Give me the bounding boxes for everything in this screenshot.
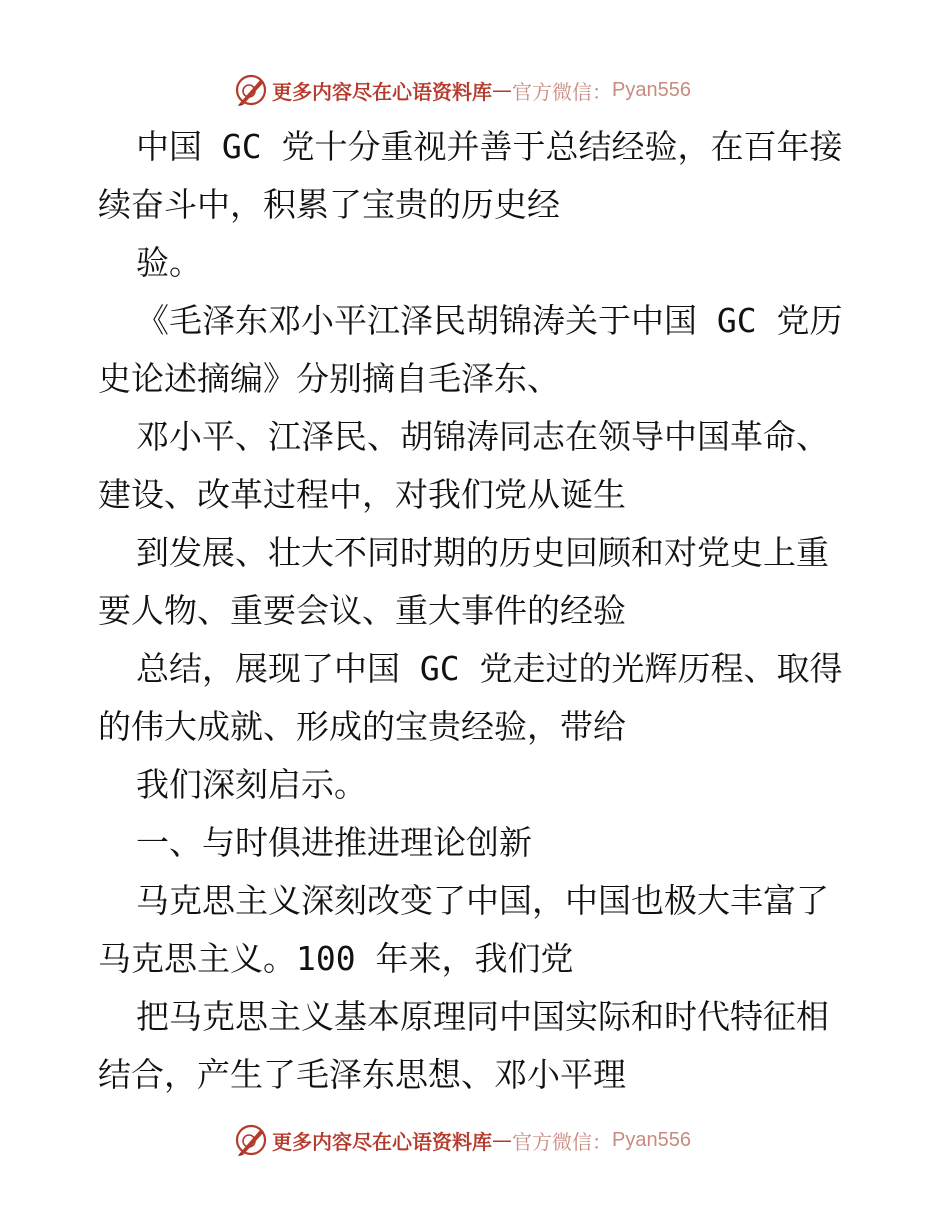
body-text (98, 118, 868, 1104)
text-line: 验。 (136, 243, 202, 282)
text-line: 我们深刻启示。 (136, 765, 367, 804)
banner-wechat-label: 官方微信： (512, 79, 612, 104)
text-line: 结合，产生了毛泽东思想、邓小平理 (98, 1055, 626, 1094)
banner-title: 更多内容尽在心语资料库 (272, 79, 492, 104)
text-line: 马克思主义。100 年来，我们党 (98, 939, 574, 978)
text-line: 马克思主义深刻改变了中国，中国也极大丰富了 (136, 881, 829, 920)
text-line: 要人物、重要会议、重大事件的经验 (98, 591, 626, 630)
text-line: 续奋斗中，积累了宝贵的历史经 (98, 185, 560, 224)
text-line: 中国 GC 党十分重视并善于总结经验，在百年接 (136, 127, 843, 166)
footer-banner (234, 1122, 691, 1158)
banner-wechat-label: 官方微信： (512, 1129, 612, 1154)
section-heading: 一、与时俱进推进理论创新 (136, 823, 532, 862)
banner-separator: — (492, 1128, 512, 1152)
text-line: 邓小平、江泽民、胡锦涛同志在领导中国革命、 (136, 417, 829, 456)
text-line: 建设、改革过程中，对我们党从诞生 (98, 475, 626, 514)
banner-title: 更多内容尽在心语资料库 (272, 1129, 492, 1154)
banner-wechat-id: Pyan556 (612, 78, 691, 101)
text-line: 到发展、壮大不同时期的历史回顾和对党史上重 (136, 533, 829, 572)
banner-wechat-id: Pyan556 (612, 1128, 691, 1151)
text-line: 的伟大成就、形成的宝贵经验，带给 (98, 707, 626, 746)
text-line: 史论述摘编》分别摘自毛泽东、 (98, 359, 560, 398)
text-line: 《毛泽东邓小平江泽民胡锦涛关于中国 GC 党历 (136, 301, 843, 340)
text-line: 把马克思主义基本原理同中国实际和时代特征相 (136, 997, 829, 1036)
banner-separator: — (492, 78, 512, 102)
pen-logo-icon (234, 1123, 268, 1157)
header-banner (234, 72, 691, 108)
text-line: 总结，展现了中国 GC 党走过的光辉历程、取得 (136, 649, 843, 688)
pen-logo-icon (234, 73, 268, 107)
